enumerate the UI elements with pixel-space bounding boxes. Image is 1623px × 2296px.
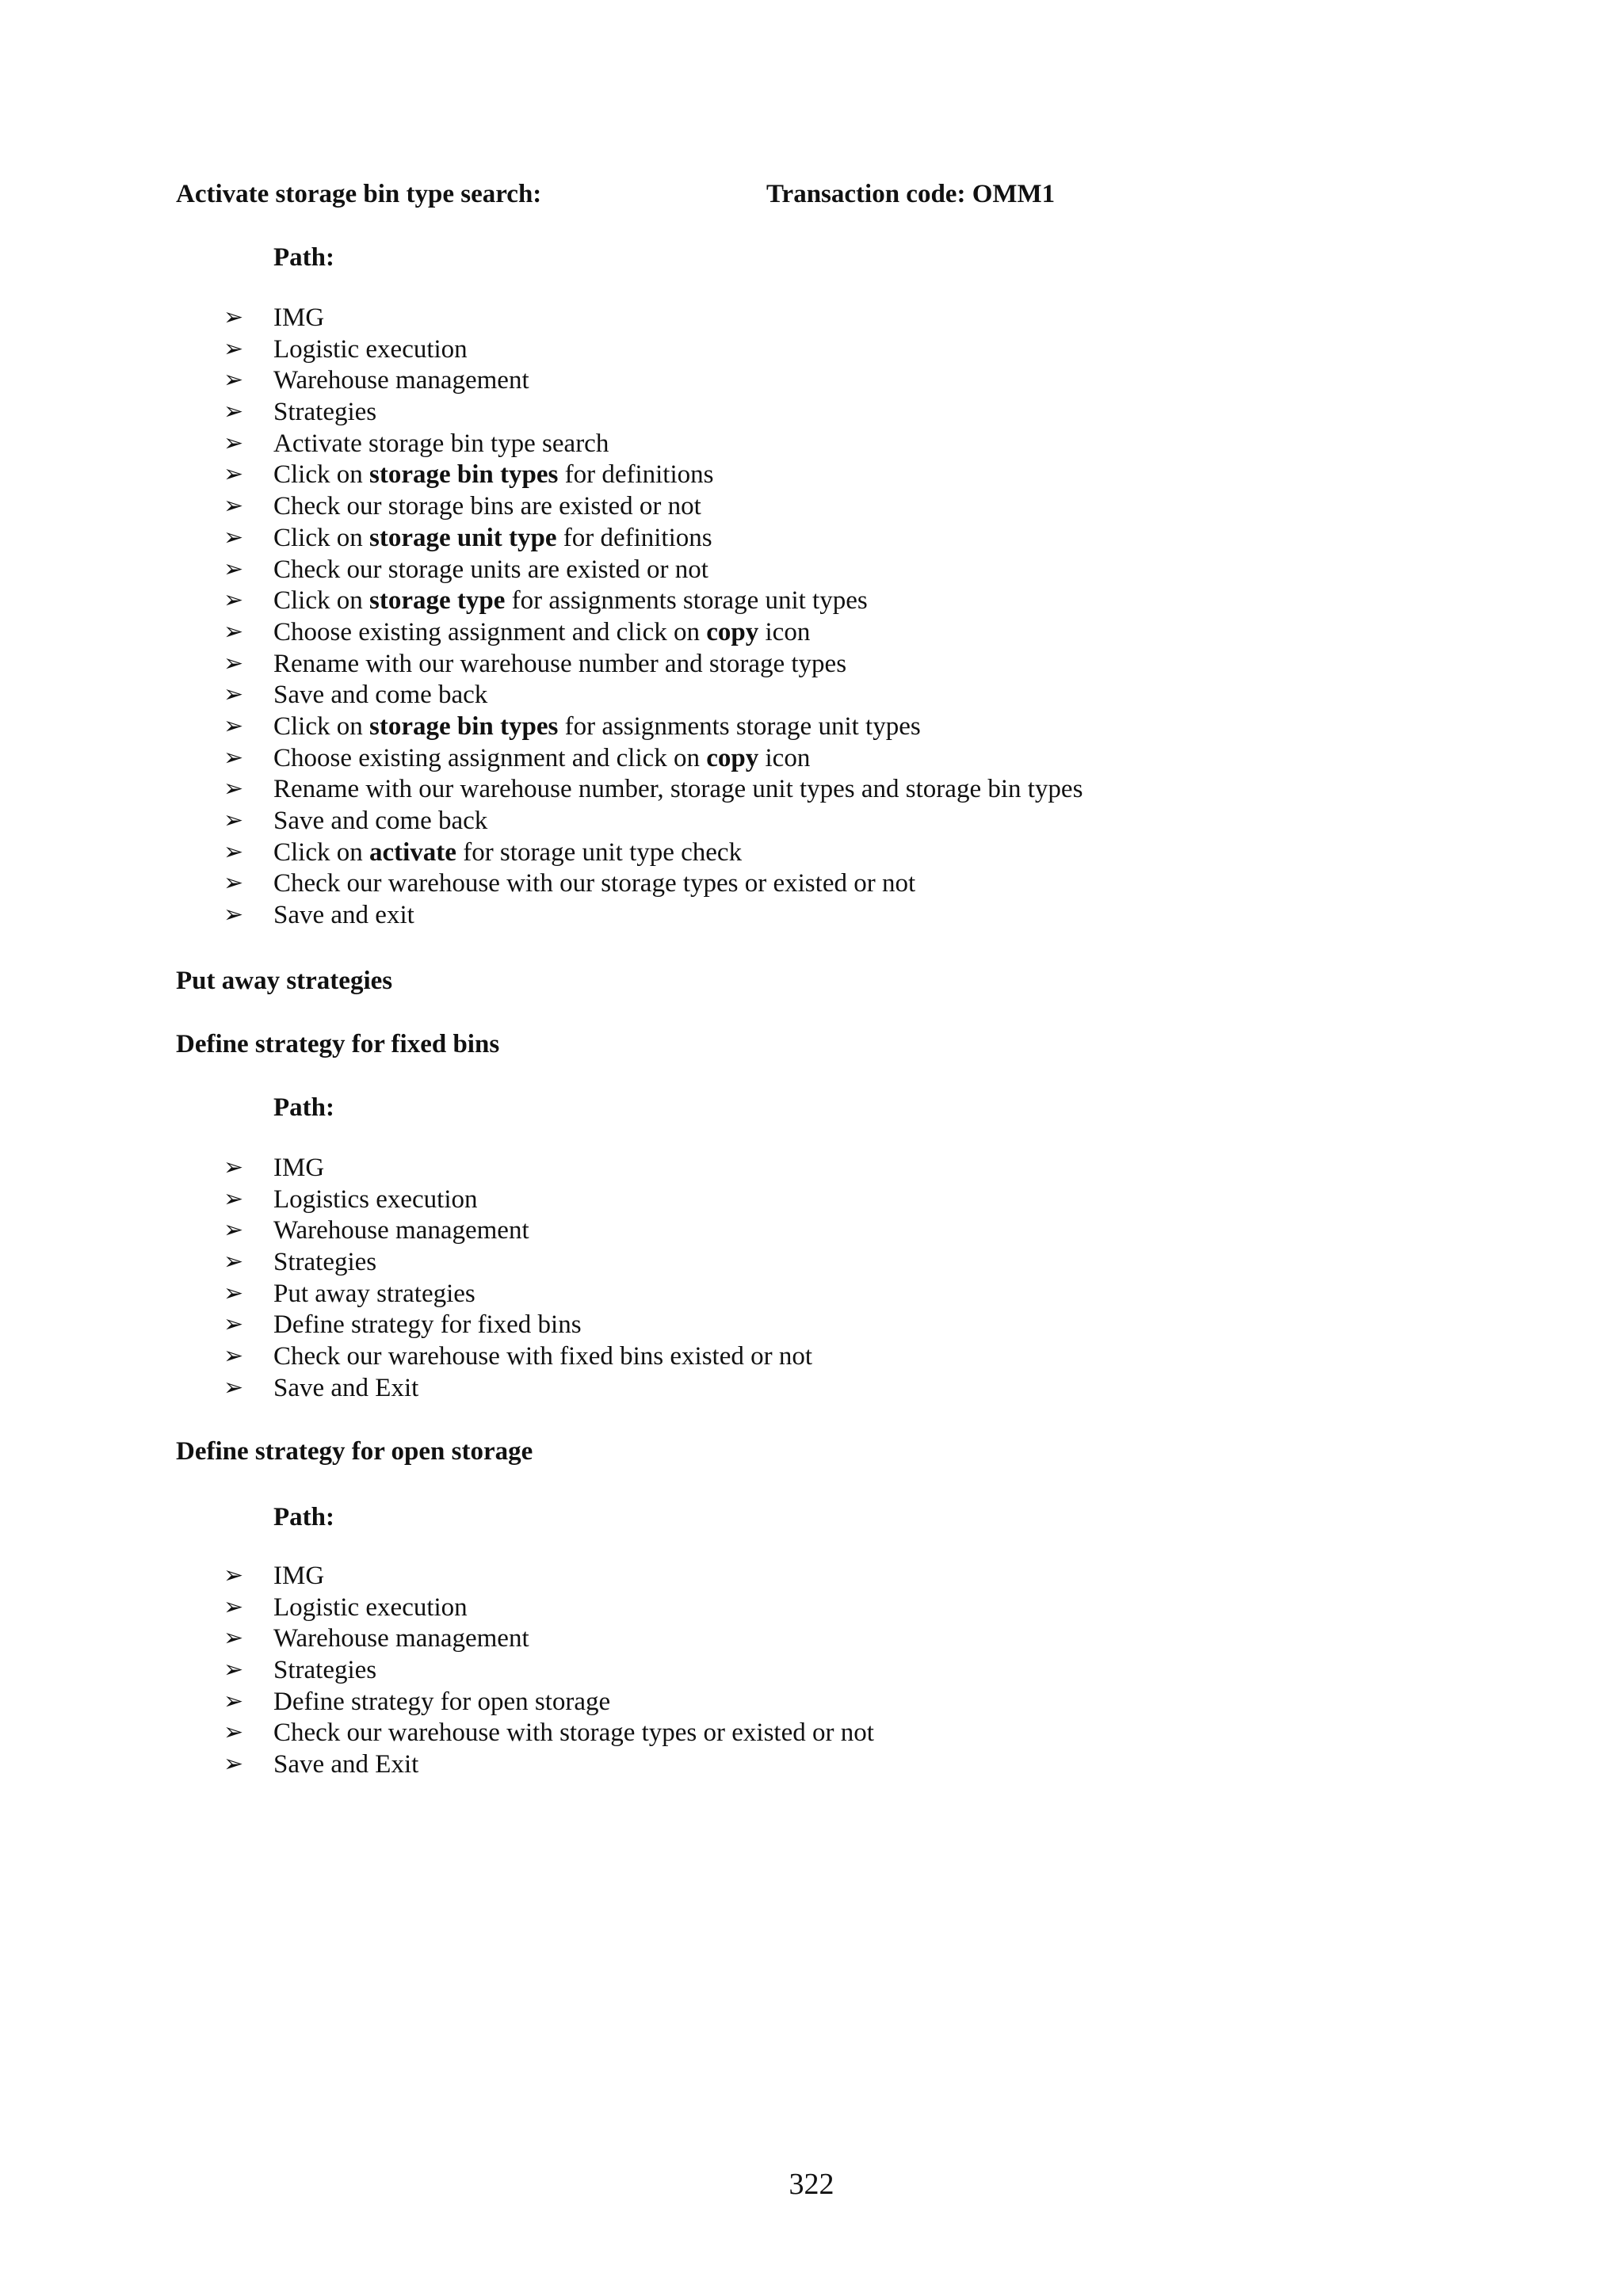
text-segment: Check our warehouse with our storage types or existed or not (273, 869, 916, 898)
list-item-text (273, 1623, 529, 1654)
arrow-bullet-icon: ➢ (223, 1373, 244, 1402)
text-segment: Save and exit (273, 901, 414, 930)
text-segment: Check our storage bins are existed or not (273, 492, 701, 521)
list-item-text (273, 1686, 610, 1718)
text-segment: for assignments storage unit types (505, 586, 868, 616)
text-segment: icon (758, 617, 811, 646)
text-segment: Logistic execution (273, 1592, 468, 1622)
text-segment: Strategies (273, 1248, 377, 1277)
text-segment: Put away strategies (273, 1279, 475, 1308)
arrow-bullet-icon: ➢ (223, 837, 244, 866)
arrow-bullet-icon: ➢ (223, 555, 244, 583)
arrow-bullet-icon: ➢ (223, 869, 244, 898)
text-segment: Click on (273, 837, 369, 867)
text-segment: Rename with our warehouse number and storage types (273, 649, 847, 678)
list-item-text (273, 1749, 418, 1780)
arrow-bullet-icon: ➢ (223, 1342, 244, 1371)
arrow-bullet-icon: ➢ (223, 1750, 244, 1779)
list-item-text (273, 490, 701, 522)
text-segment: Click on (273, 523, 369, 552)
text-segment: Logistic execution (273, 334, 468, 364)
arrow-bullet-icon: ➢ (223, 1687, 244, 1715)
arrow-bullet-icon: ➢ (223, 807, 244, 834)
list-item-text (273, 1309, 582, 1341)
list-item-text (273, 1246, 376, 1278)
path-label: Path: (273, 1503, 334, 1531)
list-item-text (273, 711, 921, 742)
text-segment: Activate storage bin type search (273, 429, 609, 458)
arrow-bullet-icon: ➢ (223, 366, 244, 395)
list-item-text (273, 364, 529, 396)
arrow-bullet-icon: ➢ (223, 398, 244, 426)
list-item-text (273, 554, 708, 585)
list-item-text (273, 1592, 468, 1623)
arrow-bullet-icon: ➢ (223, 303, 244, 331)
list-item-text (273, 396, 376, 428)
list-item-text (273, 1184, 478, 1215)
bold-term: copy (706, 617, 759, 646)
section-title-open-storage: Define strategy for open storage (176, 1437, 533, 1466)
arrow-bullet-icon: ➢ (223, 523, 244, 551)
list-item-text (273, 899, 414, 931)
list-item-text (273, 585, 868, 616)
arrow-bullet-icon: ➢ (223, 492, 244, 521)
text-segment: for definitions (556, 523, 712, 552)
list-item-text (273, 679, 487, 711)
text-segment: for assignments storage unit types (558, 711, 921, 741)
section-title-storage-bin-type-search: Activate storage bin type search: (176, 180, 542, 208)
list-item-text (273, 868, 915, 899)
arrow-bullet-icon: ➢ (223, 1718, 244, 1747)
arrow-bullet-icon: ➢ (223, 1562, 244, 1589)
text-segment: Choose existing assignment and click on (273, 617, 707, 646)
list-item-text (273, 1654, 376, 1686)
bold-term: storage type (369, 586, 506, 616)
arrow-bullet-icon: ➢ (223, 586, 244, 615)
text-segment: for definitions (558, 460, 714, 490)
text-segment: Warehouse management (273, 1624, 529, 1653)
list-item-text (273, 1341, 812, 1372)
arrow-bullet-icon: ➢ (223, 460, 244, 489)
text-segment: IMG (273, 1154, 325, 1182)
bold-term: activate (369, 837, 456, 867)
arrow-bullet-icon: ➢ (223, 1624, 244, 1653)
list-item-text (273, 1560, 324, 1592)
text-segment: Choose existing assignment and click on (273, 743, 707, 772)
text-segment: Click on (273, 460, 369, 490)
bold-term: storage bin types (369, 460, 559, 490)
list-item-text (273, 1215, 529, 1246)
arrow-bullet-icon: ➢ (223, 711, 244, 740)
section-title-fixed-bins: Define strategy for fixed bins (176, 1030, 500, 1058)
text-segment: Click on (273, 711, 369, 741)
list-item-text (273, 428, 609, 460)
text-segment: Strategies (273, 398, 377, 427)
text-segment: Rename with our warehouse number, storage unit types and storage bin types (273, 775, 1083, 804)
arrow-bullet-icon: ➢ (223, 1592, 244, 1621)
text-segment: Warehouse management (273, 366, 529, 395)
text-segment: icon (758, 743, 811, 772)
list-item-text (273, 1278, 475, 1310)
arrow-bullet-icon: ➢ (223, 1656, 244, 1684)
list-item-text (273, 334, 468, 365)
arrow-bullet-icon: ➢ (223, 1248, 244, 1276)
path-label: Path: (273, 1093, 334, 1122)
list-item-text (273, 773, 1083, 805)
list-item-text (273, 1372, 418, 1404)
arrow-bullet-icon: ➢ (223, 743, 244, 772)
text-segment: Save and Exit (273, 1373, 419, 1402)
bold-term: storage bin types (369, 711, 559, 741)
text-segment: Check our storage units are existed or not (273, 555, 708, 584)
list-item-text (273, 837, 742, 868)
text-segment: Check our warehouse with storage types or existed or not (273, 1718, 874, 1748)
text-segment: Save and come back (273, 807, 488, 835)
list-item-text (273, 522, 712, 554)
text-segment: Define strategy for open storage (273, 1687, 611, 1716)
text-segment: Save and Exit (273, 1750, 419, 1779)
text-segment: Logistics execution (273, 1184, 478, 1214)
arrow-bullet-icon: ➢ (223, 334, 244, 363)
list-item-text (273, 805, 487, 837)
path-label: Path: (273, 243, 334, 272)
bold-term: copy (706, 743, 759, 772)
list-item-text (273, 302, 324, 334)
list-item-text (273, 1152, 324, 1184)
text-segment: Click on (273, 586, 369, 616)
list-item-text (273, 1717, 874, 1749)
text-segment: for storage unit type check (456, 837, 743, 867)
list-item-text (273, 648, 846, 680)
list-item-text (273, 742, 810, 774)
text-segment: Check our warehouse with fixed bins existed or not (273, 1342, 813, 1371)
list-item-text (273, 616, 810, 648)
arrow-bullet-icon: ➢ (223, 1310, 244, 1339)
text-segment: Strategies (273, 1656, 377, 1685)
transaction-code: Transaction code: OMM1 (766, 180, 1056, 208)
arrow-bullet-icon: ➢ (223, 1154, 244, 1181)
arrow-bullet-icon: ➢ (223, 1184, 244, 1213)
list-item-text (273, 459, 713, 490)
arrow-bullet-icon: ➢ (223, 429, 244, 457)
arrow-bullet-icon: ➢ (223, 617, 244, 646)
text-segment: Save and come back (273, 681, 488, 710)
page-number: 322 (789, 2168, 834, 2201)
text-segment: Define strategy for fixed bins (273, 1310, 582, 1340)
arrow-bullet-icon: ➢ (223, 649, 244, 677)
arrow-bullet-icon: ➢ (223, 1279, 244, 1307)
putaway-strategies-heading: Put away strategies (176, 967, 393, 995)
arrow-bullet-icon: ➢ (223, 681, 244, 709)
bold-term: storage unit type (369, 523, 557, 552)
arrow-bullet-icon: ➢ (223, 775, 244, 803)
text-segment: IMG (273, 303, 325, 332)
arrow-bullet-icon: ➢ (223, 901, 244, 929)
arrow-bullet-icon: ➢ (223, 1216, 244, 1245)
text-segment: Warehouse management (273, 1216, 529, 1245)
text-segment: IMG (273, 1562, 325, 1590)
